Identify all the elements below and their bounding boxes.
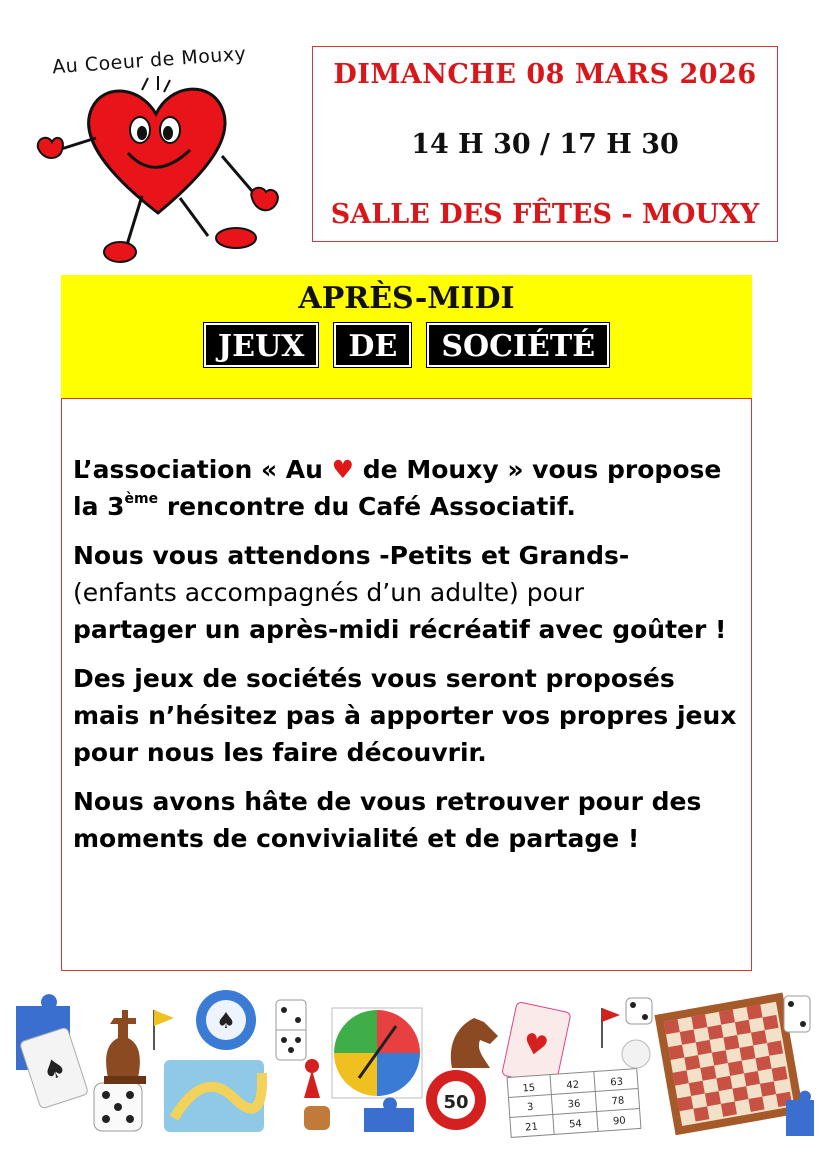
title-banner	[61, 275, 752, 398]
banner-word-jeux: JEUX	[204, 323, 319, 367]
paragraph-closing: Nous avons hâte de vous retrouver pour des moments de convivialité et de partage !	[73, 787, 702, 853]
event-date: DIMANCHE 08 MARS 2026	[333, 59, 757, 90]
event-info-box	[312, 46, 778, 242]
heart-icon: ♥	[331, 455, 355, 484]
association-logo	[30, 38, 290, 273]
logo-text: Au Coeur de Mouxy	[51, 42, 247, 79]
bingo-number: 3	[526, 1101, 534, 1114]
intro-superscript: ème	[124, 491, 159, 507]
bingo-number: 21	[524, 1121, 539, 1134]
invite-text-bold2: partager un après-midi récréatif avec goûter !	[73, 615, 727, 644]
banner-title: APRÈS-MIDI	[298, 281, 515, 316]
bingo-number: 90	[612, 1115, 627, 1128]
bingo-number: 78	[611, 1095, 625, 1108]
bingo-number: 15	[522, 1082, 536, 1095]
svg-text:♥: ♥	[519, 1026, 552, 1064]
invite-text-normal: (enfants accompagnés d’un adulte) pour	[73, 578, 585, 607]
svg-text:♠: ♠	[216, 1009, 236, 1034]
event-place: SALLE DES FÊTES - MOUXY	[330, 199, 760, 230]
paragraph-games: Des jeux de sociétés vous seront proposés mais n’hésitez pas à apporter vos propres jeux pour nous les faire découvrir.	[73, 664, 737, 767]
banner-words	[61, 323, 752, 367]
chip-number: 50	[443, 1092, 469, 1113]
event-time: 14 H 30 / 17 H 30	[411, 129, 679, 160]
intro-text-c: rencontre du Café Associatif.	[158, 492, 576, 521]
invite-text-bold: Nous vous attendons -Petits et Grands-	[73, 541, 630, 570]
bingo-number: 42	[566, 1079, 580, 1092]
svg-text:♠: ♠	[38, 1052, 71, 1088]
bingo-number: 63	[609, 1076, 624, 1089]
banner-word-de: DE	[334, 323, 411, 367]
intro-text-a: L’association « Au	[73, 455, 332, 484]
banner-word-societe: SOCIÉTÉ	[427, 323, 609, 367]
intro-text-b: de Mouxy » vous propose la 3	[73, 455, 722, 521]
content-box	[61, 398, 752, 971]
board-games-illustration	[14, 988, 814, 1140]
paragraph-intro	[73, 451, 741, 525]
bingo-number: 54	[568, 1118, 583, 1131]
bingo-number: 36	[567, 1098, 581, 1111]
paragraph-invite	[73, 537, 741, 648]
